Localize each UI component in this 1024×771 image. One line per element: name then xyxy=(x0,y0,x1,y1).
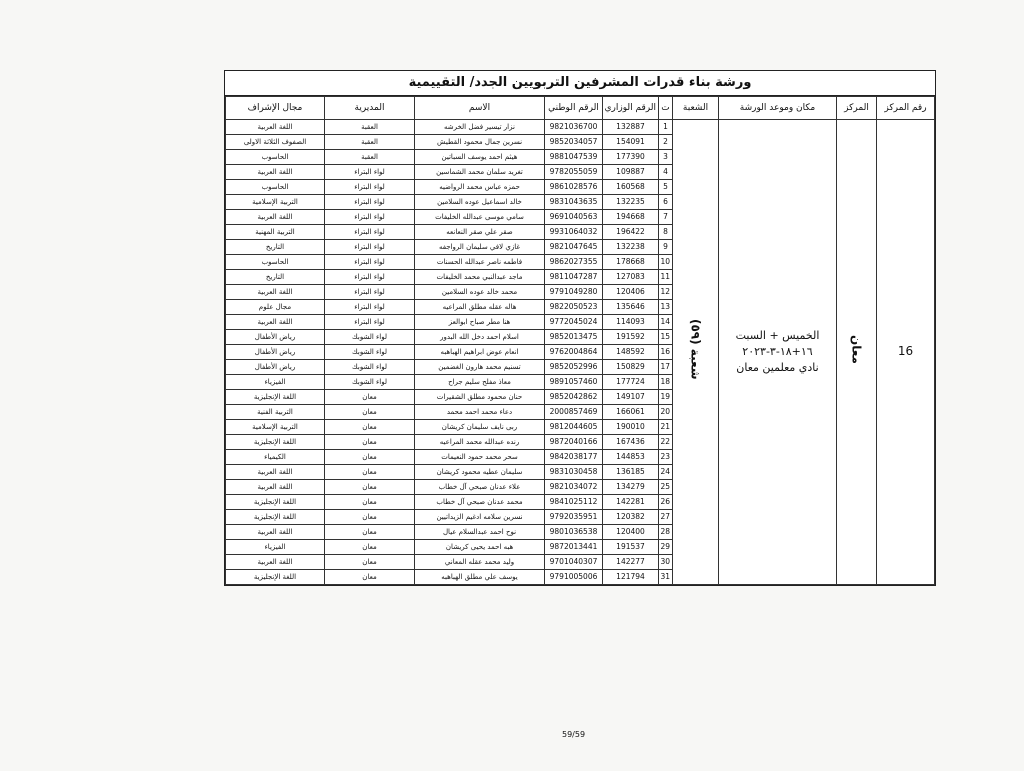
cell-directorate: العقبة xyxy=(325,120,415,135)
cell-national-no: 9862027355 xyxy=(545,255,603,270)
cell-name: سليمان عطيه محمود كريشان xyxy=(415,465,545,480)
cell-field: اللغة العربية xyxy=(226,555,325,570)
cell-national-no: 9812044605 xyxy=(545,420,603,435)
section-label: شعبة (٥٩) xyxy=(688,319,703,380)
cell-name: علاء عدنان صبحي آل خطاب xyxy=(415,480,545,495)
cell-seq: 30 xyxy=(659,555,673,570)
cell-field: مجال علوم xyxy=(226,300,325,315)
cell-seq: 1 xyxy=(659,120,673,135)
cell-national-no: 9782055059 xyxy=(545,165,603,180)
cell-directorate: لواء البتراء xyxy=(325,285,415,300)
cell-directorate: لواء البتراء xyxy=(325,255,415,270)
cell-national-no: 9772045024 xyxy=(545,315,603,330)
center-name: معان xyxy=(849,335,864,364)
cell-ministry-no: 154091 xyxy=(603,135,659,150)
cell-field: الحاسوب xyxy=(226,150,325,165)
cell-field: رياض الأطفال xyxy=(226,345,325,360)
table-body xyxy=(226,120,935,585)
cell-ministry-no: 194668 xyxy=(603,210,659,225)
cell-national-no: 9822050523 xyxy=(545,300,603,315)
cell-ministry-no: 127083 xyxy=(603,270,659,285)
cell-ministry-no: 136185 xyxy=(603,465,659,480)
cell-directorate: معان xyxy=(325,465,415,480)
cell-directorate: لواء البتراء xyxy=(325,270,415,285)
cell-directorate: لواء الشوبك xyxy=(325,375,415,390)
cell-directorate: لواء البتراء xyxy=(325,165,415,180)
page-number: 59/59 xyxy=(562,730,586,739)
cell-seq: 22 xyxy=(659,435,673,450)
cell-seq: 26 xyxy=(659,495,673,510)
venue-cell xyxy=(719,120,837,585)
cell-name: اسلام احمد دخل الله البدور xyxy=(415,330,545,345)
cell-national-no: 9861028576 xyxy=(545,180,603,195)
cell-seq: 16 xyxy=(659,345,673,360)
cell-field: الفيزياء xyxy=(226,540,325,555)
center-name-cell xyxy=(837,120,877,585)
cell-field: الحاسوب xyxy=(226,180,325,195)
cell-seq: 29 xyxy=(659,540,673,555)
cell-ministry-no: 132238 xyxy=(603,240,659,255)
cell-field: اللغة الإنجليزية xyxy=(226,510,325,525)
cell-field: التربية الفنية xyxy=(226,405,325,420)
cell-national-no: 9852013475 xyxy=(545,330,603,345)
cell-ministry-no: 148592 xyxy=(603,345,659,360)
cell-directorate: معان xyxy=(325,435,415,450)
cell-national-no: 9931064032 xyxy=(545,225,603,240)
cell-seq: 6 xyxy=(659,195,673,210)
cell-directorate: العقبة xyxy=(325,135,415,150)
cell-ministry-no: 190010 xyxy=(603,420,659,435)
attendance-sheet xyxy=(224,70,936,586)
cell-national-no: 9852042862 xyxy=(545,390,603,405)
cell-field: رياض الأطفال xyxy=(226,360,325,375)
cell-directorate: معان xyxy=(325,405,415,420)
cell-national-no: 9891057460 xyxy=(545,375,603,390)
cell-national-no: 9841025112 xyxy=(545,495,603,510)
cell-ministry-no: 120382 xyxy=(603,510,659,525)
cell-ministry-no: 144853 xyxy=(603,450,659,465)
cell-seq: 13 xyxy=(659,300,673,315)
cell-directorate: لواء البتراء xyxy=(325,225,415,240)
cell-directorate: لواء البتراء xyxy=(325,315,415,330)
cell-ministry-no: 132887 xyxy=(603,120,659,135)
cell-name: صقر علي صقر النعانعه xyxy=(415,225,545,240)
cell-name: نزار تيسير فضل الخرشه xyxy=(415,120,545,135)
cell-ministry-no: 121794 xyxy=(603,570,659,585)
cell-directorate: لواء البتراء xyxy=(325,180,415,195)
cell-field: اللغة العربية xyxy=(226,465,325,480)
cell-seq: 23 xyxy=(659,450,673,465)
cell-name: ماجد عبدالنبي محمد الخليفات xyxy=(415,270,545,285)
venue-line: الخميس + السبت xyxy=(735,329,820,342)
cell-national-no: 9872040166 xyxy=(545,435,603,450)
cell-field: اللغة الإنجليزية xyxy=(226,495,325,510)
cell-field: التاريخ xyxy=(226,270,325,285)
cell-national-no: 9701040307 xyxy=(545,555,603,570)
table-header-row xyxy=(226,97,935,120)
cell-seq: 2 xyxy=(659,135,673,150)
cell-field: اللغة الإنجليزية xyxy=(226,390,325,405)
cell-seq: 24 xyxy=(659,465,673,480)
cell-ministry-no: 166061 xyxy=(603,405,659,420)
cell-name: معاذ مفلح سليم جراح xyxy=(415,375,545,390)
cell-seq: 20 xyxy=(659,405,673,420)
cell-name: محمد عدنان صبحي آل خطاب xyxy=(415,495,545,510)
cell-field: اللغة الإنجليزية xyxy=(226,435,325,450)
center-number: 16 xyxy=(897,344,914,358)
cell-directorate: العقبة xyxy=(325,150,415,165)
cell-name: سامي موسى عبدالله الخليفات xyxy=(415,210,545,225)
cell-directorate: لواء البتراء xyxy=(325,240,415,255)
cell-national-no: 9881047539 xyxy=(545,150,603,165)
cell-field: الفيزياء xyxy=(226,375,325,390)
cell-name: هاله عقله مطلق المراعيه xyxy=(415,300,545,315)
cell-national-no: 9791049280 xyxy=(545,285,603,300)
cell-field: اللغة العربية xyxy=(226,210,325,225)
cell-field: رياض الأطفال xyxy=(226,330,325,345)
cell-directorate: معان xyxy=(325,390,415,405)
cell-name: انعام عوض ابراهيم الهباهبه xyxy=(415,345,545,360)
cell-field: اللغة العربية xyxy=(226,480,325,495)
venue-info xyxy=(721,328,834,376)
cell-field: اللغة العربية xyxy=(226,525,325,540)
cell-national-no: 9762004864 xyxy=(545,345,603,360)
cell-seq: 27 xyxy=(659,510,673,525)
cell-field: اللغة الإنجليزية xyxy=(226,570,325,585)
header-center: المركز xyxy=(837,97,877,120)
cell-seq: 11 xyxy=(659,270,673,285)
cell-national-no: 9831043635 xyxy=(545,195,603,210)
cell-seq: 3 xyxy=(659,150,673,165)
cell-seq: 25 xyxy=(659,480,673,495)
cell-name: غازي لافي سليمان الرواجفه xyxy=(415,240,545,255)
cell-field: التربية الإسلامية xyxy=(226,420,325,435)
cell-name: فاطمه ناصر عبدالله الحسنات xyxy=(415,255,545,270)
header-directorate: المديرية xyxy=(325,97,415,120)
cell-national-no: 9821036700 xyxy=(545,120,603,135)
cell-national-no: 9872013441 xyxy=(545,540,603,555)
cell-seq: 28 xyxy=(659,525,673,540)
header-field: مجال الإشراف xyxy=(226,97,325,120)
cell-ministry-no: 132235 xyxy=(603,195,659,210)
cell-ministry-no: 177390 xyxy=(603,150,659,165)
cell-national-no: 9801036538 xyxy=(545,525,603,540)
cell-national-no: 2000857469 xyxy=(545,405,603,420)
cell-seq: 31 xyxy=(659,570,673,585)
cell-national-no: 9842038177 xyxy=(545,450,603,465)
cell-seq: 10 xyxy=(659,255,673,270)
cell-ministry-no: 191537 xyxy=(603,540,659,555)
cell-ministry-no: 120406 xyxy=(603,285,659,300)
cell-seq: 15 xyxy=(659,330,673,345)
sheet-title: ورشة بناء قدرات المشرفين التربويين الجدد/ التقييمية xyxy=(225,71,935,96)
cell-seq: 18 xyxy=(659,375,673,390)
cell-name: ربى نايف سليمان كريشان xyxy=(415,420,545,435)
cell-directorate: لواء البتراء xyxy=(325,210,415,225)
cell-name: يوسف علي مطلق الهباهبه xyxy=(415,570,545,585)
cell-name: رنده عبدالله محمد المراعيه xyxy=(415,435,545,450)
header-national-no: الرقم الوطني xyxy=(545,97,603,120)
center-number-cell xyxy=(877,120,935,585)
cell-name: سحر محمد حمود النعيمات xyxy=(415,450,545,465)
cell-directorate: معان xyxy=(325,495,415,510)
venue-line: نادي معلمين معان xyxy=(736,361,819,374)
cell-directorate: لواء الشوبك xyxy=(325,345,415,360)
cell-directorate: معان xyxy=(325,450,415,465)
cell-seq: 21 xyxy=(659,420,673,435)
cell-name: حمزه عباس محمد الرواضيه xyxy=(415,180,545,195)
header-center-no: رقم المركز xyxy=(877,97,935,120)
cell-name: نسرين جمال محمود القطيش xyxy=(415,135,545,150)
cell-seq: 5 xyxy=(659,180,673,195)
cell-national-no: 9831030458 xyxy=(545,465,603,480)
cell-field: التاريخ xyxy=(226,240,325,255)
cell-ministry-no: 142277 xyxy=(603,555,659,570)
header-seq: ت xyxy=(659,97,673,120)
cell-directorate: لواء الشوبك xyxy=(325,330,415,345)
table-row xyxy=(226,120,935,135)
cell-national-no: 9691040563 xyxy=(545,210,603,225)
cell-directorate: معان xyxy=(325,540,415,555)
cell-name: تسنيم محمد هارون الغضمين xyxy=(415,360,545,375)
cell-ministry-no: 177724 xyxy=(603,375,659,390)
cell-seq: 7 xyxy=(659,210,673,225)
cell-ministry-no: 160568 xyxy=(603,180,659,195)
cell-seq: 4 xyxy=(659,165,673,180)
cell-directorate: لواء البتراء xyxy=(325,300,415,315)
cell-name: تغريد سلمان محمد الشماسين xyxy=(415,165,545,180)
header-section: الشعبة xyxy=(673,97,719,120)
cell-field: الكيمياء xyxy=(226,450,325,465)
cell-directorate: معان xyxy=(325,570,415,585)
cell-national-no: 9791005006 xyxy=(545,570,603,585)
cell-ministry-no: 149107 xyxy=(603,390,659,405)
cell-field: التربية المهنية xyxy=(226,225,325,240)
cell-national-no: 9792035951 xyxy=(545,510,603,525)
cell-seq: 12 xyxy=(659,285,673,300)
cell-name: هيثم احمد يوسف السباتين xyxy=(415,150,545,165)
cell-name: دعاء محمد احمد محمد xyxy=(415,405,545,420)
cell-directorate: معان xyxy=(325,420,415,435)
cell-seq: 8 xyxy=(659,225,673,240)
cell-directorate: معان xyxy=(325,555,415,570)
cell-seq: 19 xyxy=(659,390,673,405)
cell-seq: 17 xyxy=(659,360,673,375)
cell-field: اللغة العربية xyxy=(226,120,325,135)
cell-national-no: 9821047645 xyxy=(545,240,603,255)
cell-field: الحاسوب xyxy=(226,255,325,270)
cell-national-no: 9852052996 xyxy=(545,360,603,375)
cell-name: نوح احمد عبدالسلام عيال xyxy=(415,525,545,540)
cell-name: حنان محمود مطلق الشقيرات xyxy=(415,390,545,405)
cell-name: وليد محمد عقله المعاني xyxy=(415,555,545,570)
cell-ministry-no: 167436 xyxy=(603,435,659,450)
cell-field: اللغة العربية xyxy=(226,165,325,180)
cell-ministry-no: 120400 xyxy=(603,525,659,540)
cell-seq: 14 xyxy=(659,315,673,330)
cell-national-no: 9821034072 xyxy=(545,480,603,495)
cell-directorate: لواء الشوبك xyxy=(325,360,415,375)
venue-line: ١٦+١٨-٣-٢٠٢٣ xyxy=(742,345,813,358)
cell-ministry-no: 109887 xyxy=(603,165,659,180)
cell-national-no: 9852034057 xyxy=(545,135,603,150)
header-ministry-no: الرقم الوزاري xyxy=(603,97,659,120)
cell-field: التربية الإسلامية xyxy=(226,195,325,210)
cell-ministry-no: 135646 xyxy=(603,300,659,315)
cell-directorate: معان xyxy=(325,510,415,525)
section-cell xyxy=(673,120,719,585)
cell-name: نسرين سلامه ادغيم الزيداتيين xyxy=(415,510,545,525)
cell-national-no: 9811047287 xyxy=(545,270,603,285)
header-venue: مكان وموعد الورشة xyxy=(719,97,837,120)
cell-directorate: معان xyxy=(325,480,415,495)
cell-field: اللغة العربية xyxy=(226,285,325,300)
cell-seq: 9 xyxy=(659,240,673,255)
cell-ministry-no: 134279 xyxy=(603,480,659,495)
cell-ministry-no: 196422 xyxy=(603,225,659,240)
cell-ministry-no: 178668 xyxy=(603,255,659,270)
cell-ministry-no: 142281 xyxy=(603,495,659,510)
cell-name: محمد خالد عوده السلامين xyxy=(415,285,545,300)
cell-ministry-no: 150829 xyxy=(603,360,659,375)
header-name: الاسم xyxy=(415,97,545,120)
cell-ministry-no: 191592 xyxy=(603,330,659,345)
participants-table xyxy=(225,96,935,585)
cell-directorate: لواء البتراء xyxy=(325,195,415,210)
cell-directorate: معان xyxy=(325,525,415,540)
cell-field: الصفوف الثلاثة الاولى xyxy=(226,135,325,150)
cell-name: هنا مطر صباح ابوالعز xyxy=(415,315,545,330)
cell-name: هبه احمد يحيى كريشان xyxy=(415,540,545,555)
cell-ministry-no: 114093 xyxy=(603,315,659,330)
cell-name: خالد اسماعيل عوده السلامين xyxy=(415,195,545,210)
cell-field: اللغة العربية xyxy=(226,315,325,330)
